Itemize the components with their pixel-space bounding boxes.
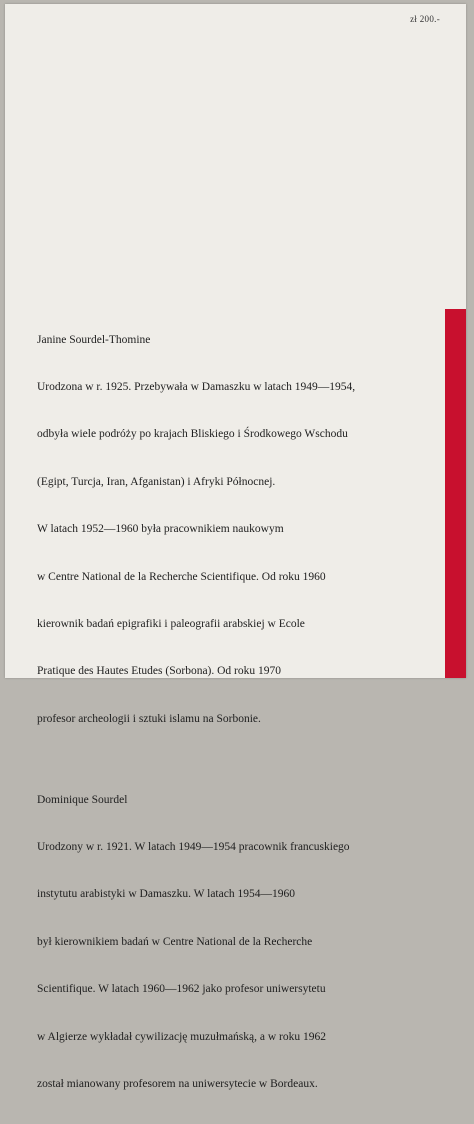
bio-line: w Centre National de la Recherche Scientifique. Od roku 1960 [37,570,326,583]
bio-line: Scientifique. W latach 1960—1962 jako profesor uniwersytetu [37,983,326,996]
bio-line: (Egipt, Turcja, Iran, Afganistan) i Afryki Północnej. [37,475,276,488]
author-bio-2 [37,761,437,1124]
bio-line: kierownik badań epigrafiki i paleografii arabskiej w Ecole [37,617,305,630]
bio-line: instytutu arabistyki w Damaszku. W latach 1954—1960 [37,888,295,901]
bio-line: odbyła wiele podróży po krajach Bliskiego i Środkowego Wschodu [37,428,348,441]
bio-line: został mianowany profesorem na uniwersytecie w Bordeaux. [37,1078,318,1091]
bio-line: Urodzona w r. 1925. Przebywała w Damaszku w latach 1949—1954, [37,380,356,393]
bio-line: był kierownikiem badań w Centre National de la Recherche [37,935,313,948]
bio-line: Urodzony w r. 1921. W latach 1949—1954 pracownik francuskiego [37,841,350,854]
author-bio-1 [37,301,437,759]
price-label: zł 200.- [410,14,440,24]
bio-line: Pratique des Hautes Etudes (Sorbona). Od roku 1970 [37,665,282,678]
red-edge-strip [445,309,466,678]
author-name: Dominique Sourdel [37,793,128,806]
authors-bio-block [37,301,437,1124]
book-back-cover [5,4,466,1091]
bio-line: W latach 1952—1960 była pracownikiem naukowym [37,523,284,536]
bio-line: w Algierze wykładał cywilizację muzułmańską, a w roku 1962 [37,1030,327,1043]
author-name: Janine Sourdel-Thomine [37,333,151,346]
bio-line: profesor archeologii i sztuki islamu na Sorbonie. [37,712,261,725]
